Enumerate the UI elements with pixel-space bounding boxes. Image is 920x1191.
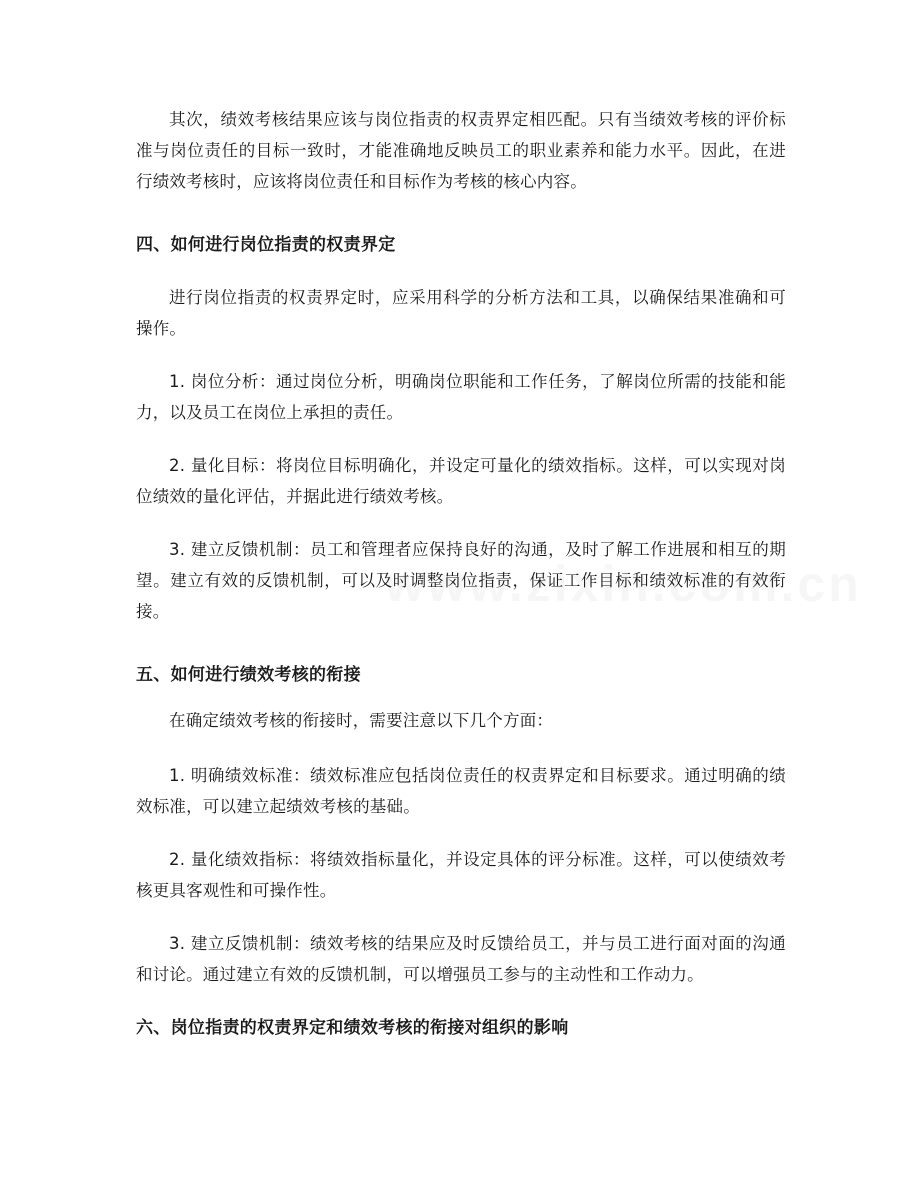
heading-section-4: 四、如何进行岗位指责的权责界定 [136,235,396,255]
paragraph-feedback-mechanism-1: 3. 建立反馈机制：员工和管理者应保持良好的沟通，及时了解工作进展和相互的期望。建立有效的反馈机制，可以及时调整岗位指责，保证工作目标和绩效标准的有效衔接。 [136,540,786,621]
heading-section-5: 五、如何进行绩效考核的衔接 [136,665,361,685]
paragraph-section-5-intro: 在确定绩效考核的衔接时，需要注意以下几个方面： [169,711,554,730]
heading-section-6: 六、岗位指责的权责界定和绩效考核的衔接对组织的影响 [136,1018,569,1038]
paragraph-clear-standards: 1. 明确绩效标准：绩效标准应包括岗位责任的权责界定和目标要求。通过明确的绩效标准，可以建立起绩效考核的基础。 [136,766,786,816]
paragraph-section-4-intro: 进行岗位指责的权责界定时，应采用科学的分析方法和工具，以确保结果准确和可操作。 [136,288,786,338]
paragraph-job-analysis: 1. 岗位分析：通过岗位分析，明确岗位职能和工作任务，了解岗位所需的技能和能力，以及员工在岗位上承担的责任。 [136,372,786,422]
paragraph-performance-match: 其次，绩效考核结果应该与岗位指责的权责界定相匹配。只有当绩效考核的评价标准与岗位责任的目标一致时，才能准确地反映员工的职业素养和能力水平。因此，在进行绩效考核时，应该将岗位责任和目标作为考核的核心内容。 [136,110,786,191]
paragraph-feedback-mechanism-2: 3. 建立反馈机制：绩效考核的结果应及时反馈给员工，并与员工进行面对面的沟通和讨论。通过建立有效的反馈机制，可以增强员工参与的主动性和工作动力。 [136,934,786,984]
paragraph-quantify-indicators: 2. 量化绩效指标：将绩效指标量化，并设定具体的评分标准。这样，可以使绩效考核更具客观性和可操作性。 [136,850,786,900]
paragraph-quantify-goals: 2. 量化目标：将岗位目标明确化，并设定可量化的绩效指标。这样，可以实现对岗位绩效的量化评估，并据此进行绩效考核。 [136,456,786,506]
